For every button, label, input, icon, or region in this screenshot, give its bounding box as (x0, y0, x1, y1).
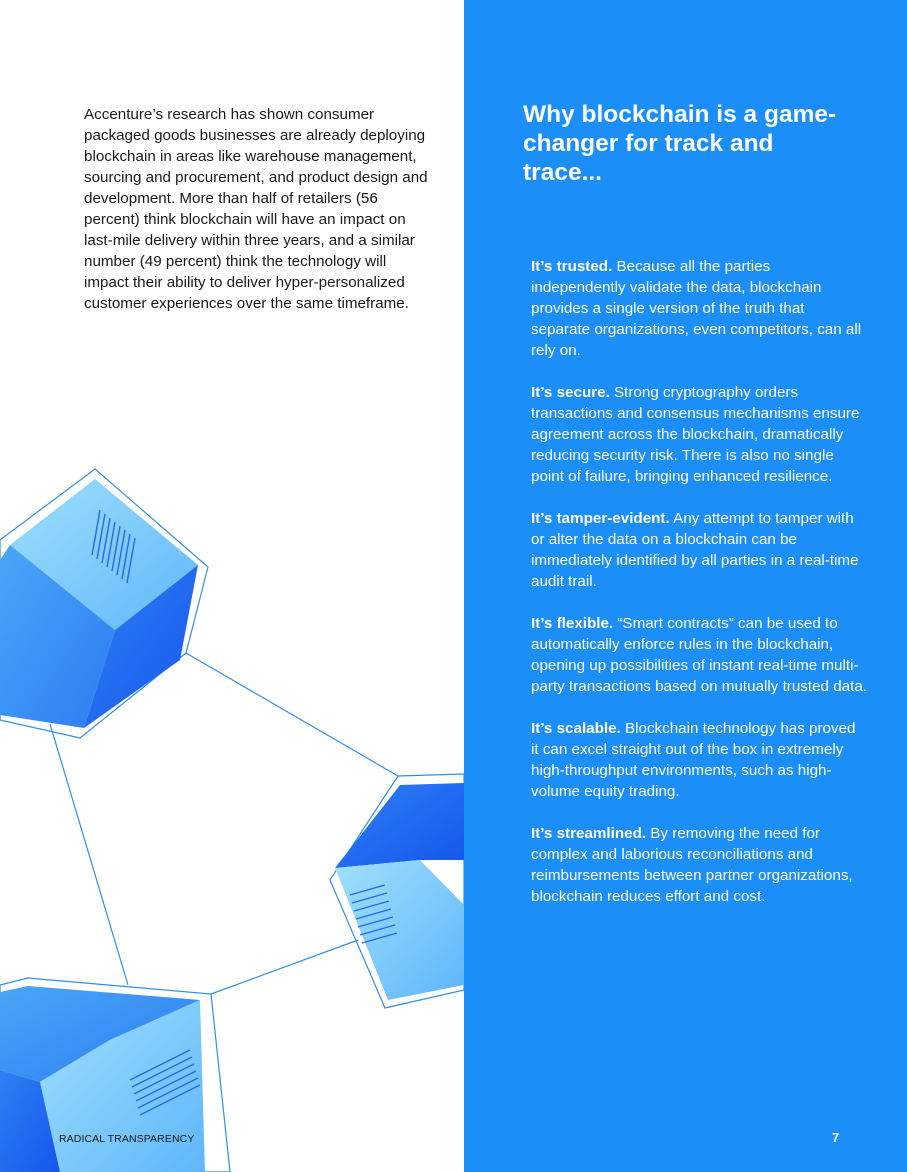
benefit-item (531, 508, 867, 592)
benefit-item (531, 382, 867, 487)
benefit-body: Blockchain technology has proved it can excel straight out of the box in extremely high-throughput environments, such as high-volume equity trading. (531, 720, 856, 800)
benefit-title: It’s flexible. (531, 615, 614, 632)
blockchain-network-illustration (0, 440, 464, 1172)
sidebar-heading: Why blockchain is a game-changer for track and trace... (523, 101, 837, 186)
benefit-item (531, 613, 867, 697)
intro-paragraph: Accenture’s research has shown consumer packaged goods businesses are already deploying blockchain in areas like warehouse management, sourcing and procurement, and product design and development. More than half of retailers (56 percent) think blockchain will have an impact on last-mile delivery within three years, and a similar number (49 percent) think the technology will impact their ability to deliver hyper-personalized customer experiences over the same timeframe. (84, 106, 428, 312)
benefit-body: Any attempt to tamper with or alter the data on a blockchain can be immediately identified by all parties in a real-time audit trail. (531, 510, 859, 590)
benefit-item (531, 718, 867, 802)
page-number: 7 (832, 1130, 840, 1145)
footer-section-label: RADICAL TRANSPARENCY (59, 1133, 195, 1145)
benefit-title: It’s trusted. (531, 258, 613, 275)
benefit-body: Because all the parties independently validate the data, blockchain provides a single version of the truth that separate organizations, even competitors, can all rely on. (531, 258, 862, 359)
benefit-title: It’s tamper-evident. (531, 510, 670, 527)
benefit-body: “Smart contracts” can be used to automatically enforce rules in the blockchain, opening up possibilities of instant real-time multi-party transactions based on mutually trusted data. (531, 615, 868, 695)
benefit-title: It’s scalable. (531, 720, 621, 737)
benefit-title: It’s secure. (531, 384, 610, 401)
cube-middle-right (330, 774, 464, 1008)
benefits-list (531, 256, 867, 928)
benefit-body: By removing the need for complex and laborious reconciliations and reimbursements between partner organizations, blockchain reduces effort and cost. (531, 825, 853, 905)
benefit-body: Strong cryptography orders transactions and consensus mechanisms ensure agreement across the blockchain, dramatically reducing security risk. There is also no single point of failure, bringing enhanced resilience. (531, 384, 860, 485)
benefit-item (531, 256, 867, 361)
cube-top-left (0, 469, 208, 738)
benefit-item (531, 823, 867, 907)
benefit-title: It’s streamlined. (531, 825, 647, 842)
